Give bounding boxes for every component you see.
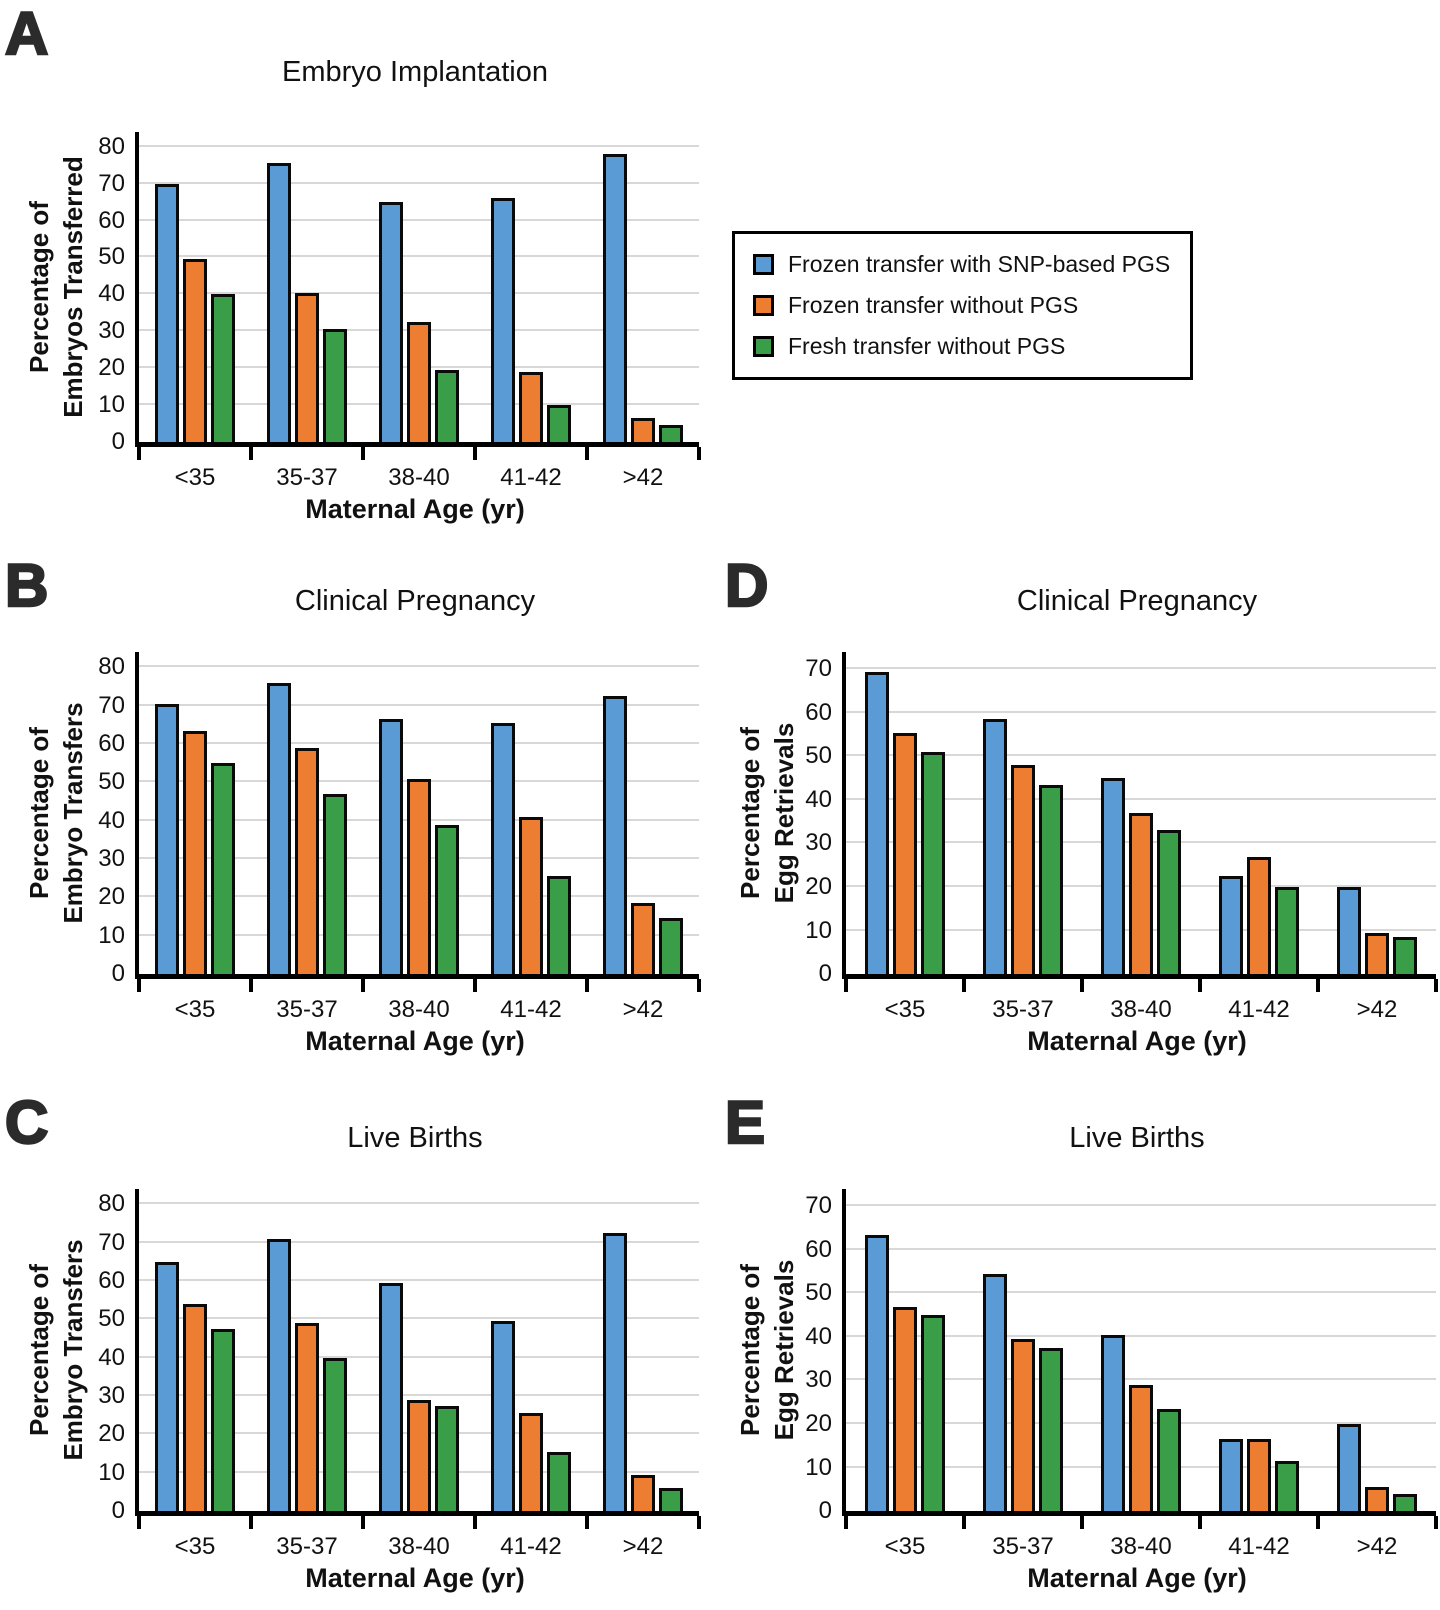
bar xyxy=(267,1239,291,1511)
bar-group xyxy=(1082,652,1200,974)
bar xyxy=(435,825,459,975)
plot-area xyxy=(98,1189,699,1560)
legend-swatch-icon xyxy=(753,295,774,316)
x-category-label: 41-42 xyxy=(500,996,562,1023)
bar-groups xyxy=(846,652,1436,974)
bar xyxy=(1247,857,1271,974)
legend-item xyxy=(753,292,1170,319)
panel-C-cell xyxy=(0,1073,720,1610)
bar xyxy=(1275,1461,1299,1511)
bar-group xyxy=(1082,1189,1200,1511)
bar xyxy=(407,1400,431,1511)
y-axis-label xyxy=(734,1260,802,1441)
panel-letter: E xyxy=(725,1089,766,1156)
bar-group xyxy=(1318,1189,1436,1511)
bar xyxy=(631,418,655,442)
legend-swatch-icon xyxy=(753,336,774,357)
x-axis-tick xyxy=(137,447,141,460)
y-axis-label xyxy=(23,702,91,923)
x-category-label: <35 xyxy=(174,996,216,1023)
y-axis-label-line2: Embryo Transfers xyxy=(58,1239,88,1461)
bar xyxy=(407,322,431,442)
bar-group xyxy=(139,132,251,442)
y-tick-label: 40 xyxy=(98,806,125,834)
y-tick-label: 50 xyxy=(805,742,832,770)
x-axis-tick xyxy=(137,1516,141,1529)
bar xyxy=(295,1323,319,1511)
x-axis-tick xyxy=(585,979,589,992)
bar-group xyxy=(846,1189,964,1511)
bar-group xyxy=(587,1189,699,1511)
bar xyxy=(1129,1385,1153,1511)
x-category-label: 35-37 xyxy=(276,1533,338,1560)
x-axis-tick xyxy=(1434,1516,1438,1529)
x-axis-tick xyxy=(697,979,701,992)
x-axis-tick xyxy=(1316,1516,1320,1529)
legend-swatch-icon xyxy=(753,254,774,275)
x-category-label: <35 xyxy=(174,464,216,491)
bar-group xyxy=(251,132,363,442)
bar xyxy=(211,1329,235,1511)
bar-group xyxy=(363,132,475,442)
bar xyxy=(491,723,515,974)
x-category-label: >42 xyxy=(622,464,664,491)
x-category-label: >42 xyxy=(622,1533,664,1560)
bar xyxy=(547,405,571,442)
bar xyxy=(659,1488,683,1511)
bar xyxy=(183,1304,207,1511)
x-category-label: <35 xyxy=(174,1533,216,1560)
y-axis-label-line1: Percentage of xyxy=(24,1264,55,1436)
y-tick-label: 30 xyxy=(805,829,832,857)
y-tick-label: 40 xyxy=(98,280,125,308)
panel-B-cell xyxy=(0,536,720,1073)
bar xyxy=(1039,1348,1063,1511)
y-tick-label: 50 xyxy=(98,1305,125,1333)
x-axis-title: Maternal Age (yr) xyxy=(305,494,525,524)
y-axis-label-line1: Percentage of xyxy=(735,727,766,899)
y-tick-label: 40 xyxy=(805,785,832,813)
bar xyxy=(1101,1335,1125,1511)
y-tick-label: 0 xyxy=(818,1497,832,1524)
y-tick-label: 20 xyxy=(98,354,125,382)
bar xyxy=(211,763,235,974)
bar xyxy=(379,202,403,442)
bar xyxy=(519,1413,543,1511)
x-category-label: 35-37 xyxy=(992,1533,1054,1560)
bar-group xyxy=(587,652,699,974)
y-tick-label: 0 xyxy=(111,1497,125,1524)
x-category-label: <35 xyxy=(884,996,926,1023)
x-category-label: 35-37 xyxy=(276,996,338,1023)
x-category-label: 38-40 xyxy=(388,1533,450,1560)
x-category-label: 41-42 xyxy=(1228,1533,1290,1560)
y-tick-label: 10 xyxy=(98,1458,125,1486)
y-tick-label: 30 xyxy=(98,317,125,345)
x-axis-tick xyxy=(697,447,701,460)
x-axis-tick xyxy=(249,447,253,460)
x-category-label: <35 xyxy=(884,1533,926,1560)
bar xyxy=(1129,813,1153,974)
bar-group xyxy=(1200,1189,1318,1511)
bar xyxy=(267,683,291,974)
x-category-label: >42 xyxy=(622,996,664,1023)
x-axis-title: Maternal Age (yr) xyxy=(305,1563,525,1593)
legend-item xyxy=(753,333,1170,360)
bar xyxy=(1337,1424,1361,1511)
bar xyxy=(155,184,179,442)
y-tick-label: 50 xyxy=(98,243,125,271)
bar xyxy=(1011,765,1035,974)
y-axis-label xyxy=(23,156,91,418)
bar-group xyxy=(846,652,964,974)
bar xyxy=(893,1307,917,1512)
bar xyxy=(659,425,683,442)
bar xyxy=(183,259,207,442)
legend-item-label: Frozen transfer without PGS xyxy=(788,292,1079,318)
bar-groups xyxy=(139,1189,699,1511)
x-axis-tick xyxy=(844,979,848,992)
x-axis-tick xyxy=(473,447,477,460)
x-category-label: 41-42 xyxy=(500,464,562,491)
y-tick-label: 60 xyxy=(805,698,832,726)
bar xyxy=(323,1358,347,1511)
y-tick-label: 0 xyxy=(818,960,832,987)
bar-group xyxy=(251,1189,363,1511)
y-tick-label: 30 xyxy=(98,1382,125,1409)
bar xyxy=(659,918,683,974)
x-axis-tick xyxy=(585,447,589,460)
x-axis-tick xyxy=(697,1516,701,1529)
y-axis-label xyxy=(734,723,802,904)
y-tick-label: 60 xyxy=(98,206,125,234)
y-axis-label-line1: Percentage of xyxy=(24,727,55,899)
panel-E-cell xyxy=(720,1073,1440,1610)
y-tick-label: 10 xyxy=(98,391,125,419)
y-axis-label-line2: Embryo Transfers xyxy=(58,702,88,924)
chart-title: Clinical Pregnancy xyxy=(294,585,536,617)
bar xyxy=(603,1233,627,1511)
bar-group xyxy=(1200,652,1318,974)
x-axis-tick xyxy=(585,1516,589,1529)
bar-groups xyxy=(139,132,699,442)
bar xyxy=(407,779,431,974)
y-tick-label: 10 xyxy=(805,916,832,944)
y-axis-label-line1: Percentage of xyxy=(24,201,55,373)
bar xyxy=(295,293,319,442)
bar-group xyxy=(964,652,1082,974)
chart-title: Embryo Implantation xyxy=(282,56,548,88)
bar xyxy=(1039,785,1063,974)
bar xyxy=(1247,1439,1271,1511)
y-tick-label: 70 xyxy=(98,691,125,719)
x-category-label: 38-40 xyxy=(388,464,450,491)
x-axis-title: Maternal Age (yr) xyxy=(1027,1026,1247,1056)
bar xyxy=(1011,1339,1035,1511)
bar-group xyxy=(139,1189,251,1511)
y-tick-label: 70 xyxy=(805,1192,832,1220)
x-axis-tick xyxy=(1434,979,1438,992)
bar xyxy=(435,1406,459,1511)
bar xyxy=(1393,1494,1417,1511)
x-category-label: >42 xyxy=(1356,1533,1398,1560)
bar xyxy=(379,719,403,974)
legend-item-label: Frozen transfer with SNP-based PGS xyxy=(788,251,1171,277)
bar xyxy=(1219,1439,1243,1511)
bar xyxy=(323,794,347,974)
bar xyxy=(295,748,319,974)
y-axis-label-line2: Embryos Transferred xyxy=(58,156,88,418)
x-axis-tick xyxy=(1080,979,1084,992)
y-tick-label: 70 xyxy=(805,655,832,683)
bar xyxy=(435,370,459,442)
bar xyxy=(1337,887,1361,974)
bar xyxy=(519,372,543,442)
x-axis-tick xyxy=(1316,979,1320,992)
x-axis-tick xyxy=(361,447,365,460)
panel-D-cell xyxy=(720,536,1440,1073)
panel-letter: B xyxy=(5,552,49,619)
bar xyxy=(865,672,889,974)
legend xyxy=(732,231,1193,380)
legend-cell xyxy=(720,0,1440,536)
y-tick-label: 30 xyxy=(805,1366,832,1394)
y-tick-label: 20 xyxy=(98,1420,125,1448)
plot-area xyxy=(98,132,699,491)
y-tick-label: 30 xyxy=(98,845,125,872)
y-tick-label: 80 xyxy=(98,132,125,160)
legend-item xyxy=(753,251,1170,278)
chart-title: Live Births xyxy=(347,1122,483,1154)
y-axis-label xyxy=(23,1239,91,1460)
y-tick-label: 60 xyxy=(805,1235,832,1263)
x-category-label: 38-40 xyxy=(388,996,450,1023)
bar xyxy=(1365,933,1389,974)
y-axis-label-line1: Percentage of xyxy=(735,1264,766,1436)
x-axis-tick xyxy=(249,979,253,992)
plot-area xyxy=(98,652,699,1023)
x-axis-tick xyxy=(962,979,966,992)
plot-area xyxy=(805,1189,1436,1560)
bar xyxy=(631,903,655,974)
y-tick-label: 40 xyxy=(805,1322,832,1350)
bar-group xyxy=(475,652,587,974)
bar xyxy=(1393,937,1417,974)
bar-group xyxy=(587,132,699,442)
x-category-label: 35-37 xyxy=(276,464,338,491)
bar-group xyxy=(964,1189,1082,1511)
x-category-label: 35-37 xyxy=(992,996,1054,1023)
y-axis-label-line2: Egg Retrievals xyxy=(769,722,799,904)
x-axis-tick xyxy=(361,1516,365,1529)
x-axis-tick xyxy=(361,979,365,992)
x-category-label: 38-40 xyxy=(1110,1533,1172,1560)
bar xyxy=(155,1262,179,1511)
x-category-label: 41-42 xyxy=(1228,996,1290,1023)
y-tick-label: 10 xyxy=(98,921,125,949)
y-tick-label: 20 xyxy=(805,872,832,900)
x-axis-tick xyxy=(473,1516,477,1529)
x-category-label: >42 xyxy=(1356,996,1398,1023)
bar xyxy=(491,198,515,442)
y-tick-label: 40 xyxy=(98,1343,125,1371)
x-axis-tick xyxy=(962,1516,966,1529)
bar xyxy=(323,329,347,442)
bar xyxy=(1219,876,1243,974)
legend-item-label: Fresh transfer without PGS xyxy=(788,333,1066,359)
x-axis-tick xyxy=(249,1516,253,1529)
panel-letter: A xyxy=(5,0,49,67)
bar-group xyxy=(475,1189,587,1511)
y-tick-label: 0 xyxy=(111,960,125,987)
bar-group xyxy=(139,652,251,974)
x-axis-tick xyxy=(1198,1516,1202,1529)
x-axis-tick xyxy=(1080,1516,1084,1529)
bar xyxy=(267,163,291,442)
bar xyxy=(155,704,179,974)
bar xyxy=(865,1235,889,1511)
x-axis-tick xyxy=(1198,979,1202,992)
x-category-label: 38-40 xyxy=(1110,996,1172,1023)
panel-letter: C xyxy=(5,1089,49,1156)
panel-A-cell xyxy=(0,0,720,536)
bar xyxy=(491,1321,515,1511)
x-category-label: 41-42 xyxy=(500,1533,562,1560)
x-axis-tick xyxy=(137,979,141,992)
bar-group xyxy=(363,1189,475,1511)
bar xyxy=(547,1452,571,1511)
bar xyxy=(379,1283,403,1511)
y-tick-label: 70 xyxy=(98,1228,125,1256)
bar xyxy=(603,154,627,442)
y-tick-label: 50 xyxy=(98,768,125,796)
bar xyxy=(1365,1487,1389,1511)
plot-area xyxy=(805,652,1436,1023)
y-axis-label-line2: Egg Retrievals xyxy=(769,1259,799,1441)
y-tick-label: 70 xyxy=(98,169,125,197)
bar xyxy=(1157,830,1181,974)
y-tick-label: 80 xyxy=(98,1190,125,1218)
bar-group xyxy=(1318,652,1436,974)
bar-groups xyxy=(139,652,699,974)
bar xyxy=(183,731,207,974)
bar-group xyxy=(251,652,363,974)
bar xyxy=(1101,778,1125,974)
bar-group xyxy=(475,132,587,442)
x-axis-tick xyxy=(473,979,477,992)
y-tick-label: 60 xyxy=(98,730,125,757)
bar xyxy=(211,294,235,442)
x-axis-title: Maternal Age (yr) xyxy=(1027,1563,1247,1593)
bar xyxy=(921,752,945,974)
bar-groups xyxy=(846,1189,1436,1511)
x-axis-title: Maternal Age (yr) xyxy=(305,1026,525,1056)
x-axis-tick xyxy=(844,1516,848,1529)
y-tick-label: 50 xyxy=(805,1279,832,1307)
bar xyxy=(983,719,1007,974)
bar xyxy=(603,696,627,974)
chart-title: Live Births xyxy=(1069,1122,1205,1154)
bar-group xyxy=(363,652,475,974)
y-tick-label: 20 xyxy=(805,1409,832,1437)
bar xyxy=(1157,1409,1181,1511)
y-tick-label: 80 xyxy=(98,653,125,681)
bar xyxy=(983,1274,1007,1511)
bar xyxy=(1275,887,1299,974)
bar xyxy=(547,876,571,974)
bar xyxy=(893,733,917,975)
bar xyxy=(921,1315,945,1511)
y-tick-label: 20 xyxy=(98,883,125,911)
y-tick-label: 0 xyxy=(111,428,125,455)
panel-letter: D xyxy=(725,552,769,619)
y-tick-label: 60 xyxy=(98,1267,125,1294)
bar xyxy=(519,817,543,974)
y-tick-label: 10 xyxy=(805,1453,832,1481)
chart-title: Clinical Pregnancy xyxy=(1016,585,1258,617)
bar xyxy=(631,1475,655,1511)
